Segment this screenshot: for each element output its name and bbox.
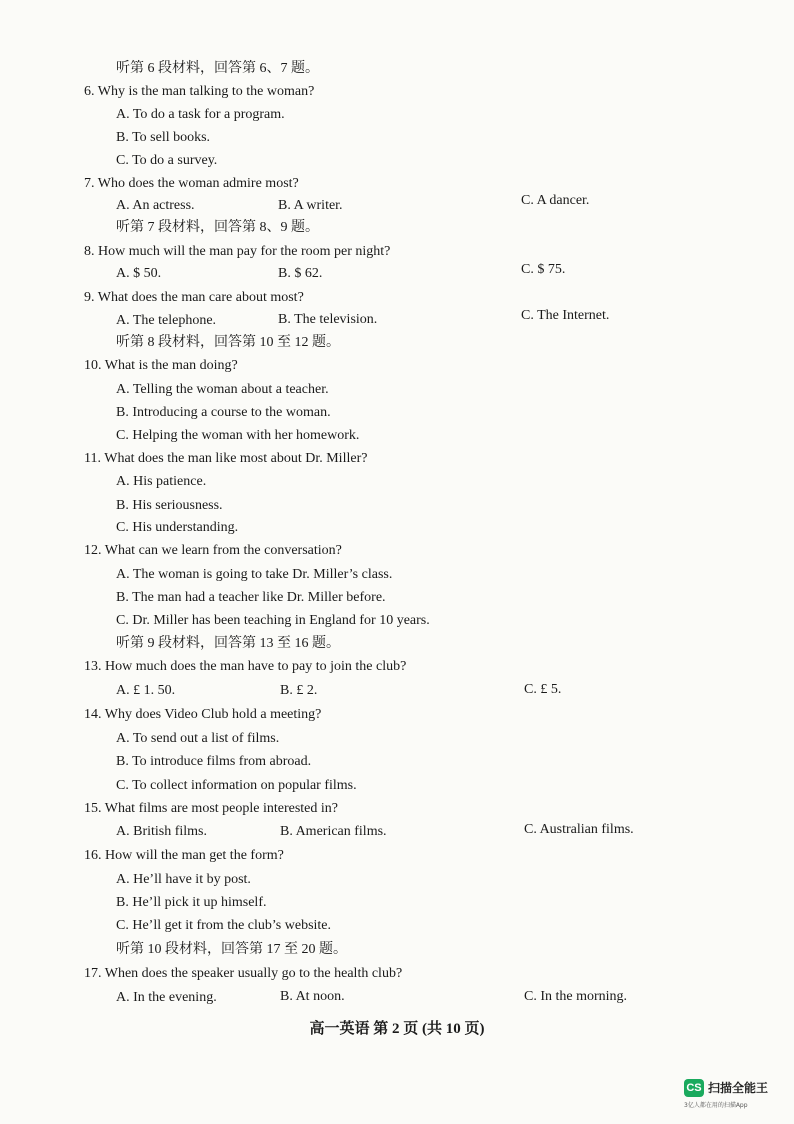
answer-option-q7a: A. An actress. [116, 198, 195, 213]
question-line-q11: 11. What does the man like most about Dr. Miller? [84, 451, 368, 466]
scanner-tagline: 3亿人都在用的扫描App [684, 1102, 748, 1109]
question-line-q15: 15. What films are most people interested in? [84, 801, 339, 816]
question-line-q12: 12. What can we learn from the conversation? [84, 543, 342, 558]
answer-option-q10a: A. Telling the woman about a teacher. [116, 382, 329, 397]
scanner-watermark [684, 1079, 794, 1119]
question-line-q14: 14. Why does Video Club hold a meeting? [84, 707, 322, 722]
answer-option-q13b: B. £ 2. [280, 683, 318, 698]
section-instruction-s7: 听第 7 段材料，回答第 8、9 题。 [116, 220, 319, 235]
answer-option-q13c: C. £ 5. [524, 682, 562, 697]
answer-option-q15c: C. Australian films. [524, 822, 634, 837]
question-line-q16: 16. How will the man get the form? [84, 848, 284, 863]
answer-option-q10c: C. Helping the woman with her homework. [116, 428, 360, 443]
section-instruction-s10: 听第 10 段材料，回答第 17 至 20 题。 [116, 942, 347, 957]
scanner-app-name: 扫描全能王 [708, 1081, 769, 1095]
answer-option-q11b: B. His seriousness. [116, 498, 223, 513]
answer-option-q8c: C. $ 75. [521, 262, 566, 277]
answer-option-q17c: C. In the morning. [524, 989, 628, 1004]
answer-option-q9a: A. The telephone. [116, 313, 217, 328]
answer-option-q10b: B. Introducing a course to the woman. [116, 405, 331, 420]
answer-option-q7b: B. A writer. [278, 198, 343, 213]
section-instruction-s9: 听第 9 段材料，回答第 13 至 16 题。 [116, 636, 340, 651]
answer-option-q12b: B. The man had a teacher like Dr. Miller before. [116, 590, 386, 605]
answer-option-q12c: C. Dr. Miller has been teaching in England for 10 years. [116, 613, 430, 628]
answer-option-q8b: B. $ 62. [278, 266, 323, 281]
question-line-q6: 6. Why is the man talking to the woman? [84, 84, 315, 99]
answer-option-q9c: C. The Internet. [521, 308, 610, 323]
cs-logo-icon: CS [684, 1079, 704, 1097]
answer-option-q13a: A. £ 1. 50. [116, 683, 176, 698]
answer-option-q16c: C. He’ll get it from the club’s website. [116, 918, 332, 933]
answer-option-q11c: C. His understanding. [116, 520, 239, 535]
question-line-q8: 8. How much will the man pay for the room per night? [84, 244, 391, 259]
answer-option-q12a: A. The woman is going to take Dr. Miller’s class. [116, 567, 393, 582]
answer-option-q16a: A. He’ll have it by post. [116, 872, 251, 887]
answer-option-q6c: C. To do a survey. [116, 153, 218, 168]
question-line-q10: 10. What is the man doing? [84, 358, 238, 373]
answer-option-q9b: B. The television. [278, 312, 378, 327]
question-line-q13: 13. How much does the man have to pay to join the club? [84, 659, 407, 674]
answer-option-q8a: A. $ 50. [116, 266, 162, 281]
answer-option-q6a: A. To do a task for a program. [116, 107, 285, 122]
page-footer: 高一英语 第 2 页 (共 10 页) [309, 1021, 485, 1037]
section-instruction-s6: 听第 6 段材料，回答第 6、7 题。 [116, 61, 319, 76]
answer-option-q14b: B. To introduce films from abroad. [116, 754, 312, 769]
answer-option-q15a: A. British films. [116, 824, 208, 839]
section-instruction-s8: 听第 8 段材料，回答第 10 至 12 题。 [116, 335, 340, 350]
answer-option-q7c: C. A dancer. [521, 193, 590, 208]
question-line-q17: 17. When does the speaker usually go to the health club? [84, 966, 403, 981]
answer-option-q16b: B. He’ll pick it up himself. [116, 895, 267, 910]
answer-option-q17a: A. In the evening. [116, 990, 217, 1005]
answer-option-q15b: B. American films. [280, 824, 387, 839]
question-line-q7: 7. Who does the woman admire most? [84, 176, 299, 191]
answer-option-q14c: C. To collect information on popular films. [116, 778, 357, 793]
answer-option-q14a: A. To send out a list of films. [116, 731, 280, 746]
answer-option-q11a: A. His patience. [116, 474, 207, 489]
answer-option-q6b: B. To sell books. [116, 130, 211, 145]
answer-option-q17b: B. At noon. [280, 989, 345, 1004]
question-line-q9: 9. What does the man care about most? [84, 290, 304, 305]
